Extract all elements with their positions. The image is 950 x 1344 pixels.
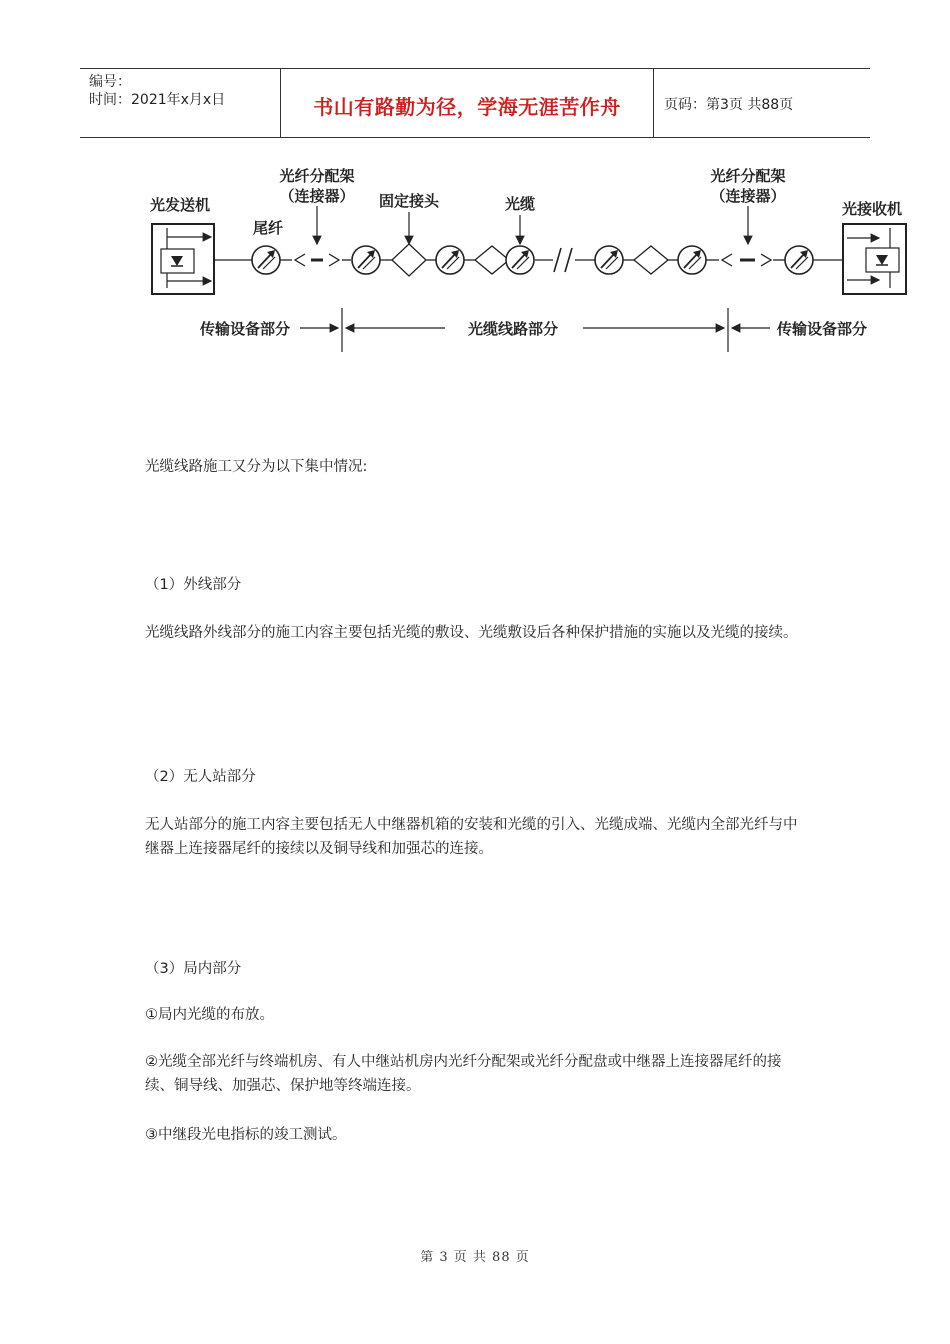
label-transmission-right: 传输设备部分 [777, 320, 868, 338]
fiber-section-icons [252, 246, 813, 274]
header-meta-cell [80, 69, 281, 137]
transmitter-icon [152, 224, 214, 294]
fiber-section-icon [595, 246, 623, 274]
header-page-info: 页码：第3页 共88页 [664, 97, 794, 113]
page-header [80, 68, 870, 138]
label-fixed-joint: 固定接头 [378, 192, 440, 210]
intro-paragraph: 光缆线路施工又分为以下集中情况: [145, 459, 368, 475]
connector-right-icon [722, 254, 771, 266]
header-page-cell [654, 69, 870, 137]
label-odf-right-line2: （连接器） [710, 187, 786, 205]
label-odf-right-line1: 光纤分配架 [710, 167, 786, 185]
fiber-section-icon [436, 246, 464, 274]
section-3-heading: （3）局内部分 [145, 961, 242, 977]
label-cable: 光缆 [504, 195, 536, 213]
document-number: 编号： [89, 74, 131, 90]
motto-text: 书山有路勤为径，学海无涯苦作舟 [313, 95, 621, 119]
fiber-section-icon [352, 246, 380, 274]
label-transmitter: 光发送机 [150, 196, 211, 214]
fiber-section-icon [678, 246, 706, 274]
label-odf-left-line2: （连接器） [279, 187, 355, 205]
label-odf-left-line1: 光纤分配架 [279, 167, 355, 185]
fiber-section-icon [252, 246, 280, 274]
label-cable-line: 光缆线路部分 [468, 320, 559, 338]
break-mark-icon [554, 248, 572, 272]
page-footer: 第 3 页 共 88 页 [420, 1250, 530, 1265]
section-1-heading: （1）外线部分 [145, 577, 242, 593]
header-motto-cell [281, 69, 654, 137]
section-2-heading: （2）无人站部分 [145, 769, 256, 785]
section-2-paragraph: 无人站部分的施工内容主要包括无人中继器机箱的安装和光缆的引入、光缆成端、光缆内全部光纤与中继器上连接器尾纤的接续以及铜导线和加强芯的连接。 [145, 817, 798, 857]
label-pigtail: 尾纤 [253, 219, 284, 237]
connector-left-icon [295, 254, 339, 266]
section-1-paragraph: 光缆线路外线部分的施工内容主要包括光缆的敷设、光缆敷设后各种保护措施的实施以及光缆的接续。 [145, 625, 798, 641]
document-date: 时间：2021年x月x日 [89, 92, 226, 108]
fiber-link-diagram [145, 160, 915, 360]
label-receiver: 光接收机 [842, 200, 903, 218]
fiber-section-icon [785, 246, 813, 274]
section-3-item-3: ③中继段光电指标的竣工测试。 [145, 1127, 347, 1143]
section-3-item-2: ②光缆全部光纤与终端机房、有人中继站机房内光纤分配架或光纤分配盘或中继器上连接器尾纤的接续、铜导线、加强芯、保护地等终端连接。 [145, 1054, 782, 1094]
fiber-section-icon [506, 246, 534, 274]
section-3-item-1: ①局内光缆的布放。 [145, 1007, 274, 1023]
receiver-icon [843, 224, 906, 294]
label-transmission-left: 传输设备部分 [200, 320, 291, 338]
